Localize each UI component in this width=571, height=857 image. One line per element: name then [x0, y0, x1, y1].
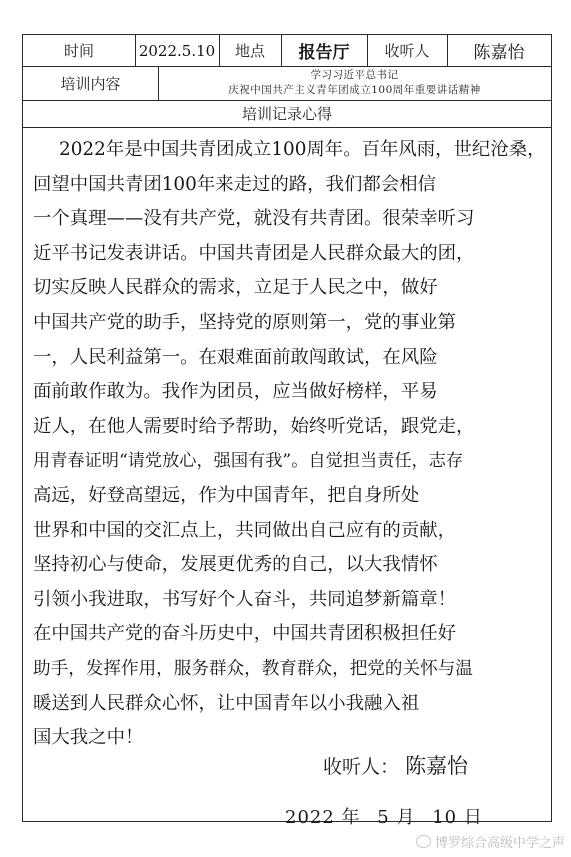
record-line: 面前敢作敢为。我作为团员，应当做好榜样，平易 — [33, 381, 438, 403]
record-line: 坚持初心与使命，发展更优秀的自己，以大我情怀 — [33, 554, 438, 576]
record-line: 近平书记发表讲话。中国共青团是人民群众最大的团， — [33, 242, 475, 264]
record-line: 用青春证明“请党放心，强国有我”。自觉担当责任，志存 — [33, 451, 464, 472]
watermark-text: 博罗综合高级中学之声 — [434, 836, 565, 851]
record-line: 2022年是中国共青团成立100周年。百年风雨，世纪沧桑， — [59, 139, 546, 160]
record-line: 一，人民利益第一。在艰难面前敢闯敢试，在风险 — [33, 346, 438, 368]
wechat-icon — [416, 835, 431, 848]
record-line: 暖送到人民群众心怀，让中国青年以小我融入祖 — [33, 692, 420, 714]
record-line: 回望中国共青团100年来走过的路，我们都会相信 — [33, 173, 436, 195]
record-line: 中国共产党的助手，坚持党的原则第一，党的事业第 — [33, 311, 456, 333]
content-label: 培训内容 — [60, 74, 121, 93]
record-line: 引领小我进取，书写好个人奋斗，共同追梦新篇章！ — [33, 588, 456, 610]
date-year: 2022 — [285, 807, 335, 828]
record-body — [33, 133, 545, 756]
record-label: 培训记录心得 — [241, 105, 332, 123]
signature-block — [323, 750, 468, 780]
record-line: 在中国共产党的奋斗历史中，中国共青团积极担任好 — [33, 623, 456, 645]
date-day: 10 — [432, 807, 458, 828]
time-label: 时间 — [63, 42, 94, 60]
training-record-form — [22, 34, 552, 828]
record-line: 助手，发挥作用，服务群众，教育群众，把党的关怀与温 — [33, 658, 473, 679]
time-value: 2022.5.10 — [138, 41, 216, 60]
signature-date — [285, 803, 483, 829]
watermark — [416, 832, 565, 851]
place-value: 报告厅 — [298, 43, 350, 63]
record-line: 切实反映人民群众的需求，立足于人民之中，做好 — [33, 277, 438, 299]
record-line: 近人，在他人需要时给予帮助，始终听党话，跟党走， — [33, 415, 475, 437]
signature-name: 陈嘉怡 — [405, 754, 469, 778]
date-day-unit: 日 — [463, 807, 483, 828]
date-month: 5 — [377, 807, 390, 828]
content-line-2: 庆祝中国共产主义青年团成立100周年重要讲话精神 — [228, 84, 481, 96]
listener-label: 收听人 — [384, 42, 430, 60]
record-line: 一个真理——没有共产党，就没有共青团。很荣幸听习 — [33, 208, 475, 230]
content-line-1: 学习习近平总书记 — [310, 69, 399, 81]
date-year-unit: 年 — [341, 807, 361, 828]
content-value — [158, 66, 551, 100]
record-line: 国大我之中！ — [33, 727, 144, 749]
signature-label: 收听人： — [323, 756, 400, 778]
record-line: 高远，好登高望远，作为中国青年，把自身所处 — [33, 484, 420, 506]
row-divider-3 — [23, 127, 551, 128]
date-month-unit: 月 — [396, 807, 416, 828]
record-line: 世界和中国的交汇点上，共同做出自己应有的贡献， — [33, 519, 456, 541]
place-label: 地点 — [234, 42, 265, 60]
listener-value: 陈嘉怡 — [473, 43, 525, 63]
